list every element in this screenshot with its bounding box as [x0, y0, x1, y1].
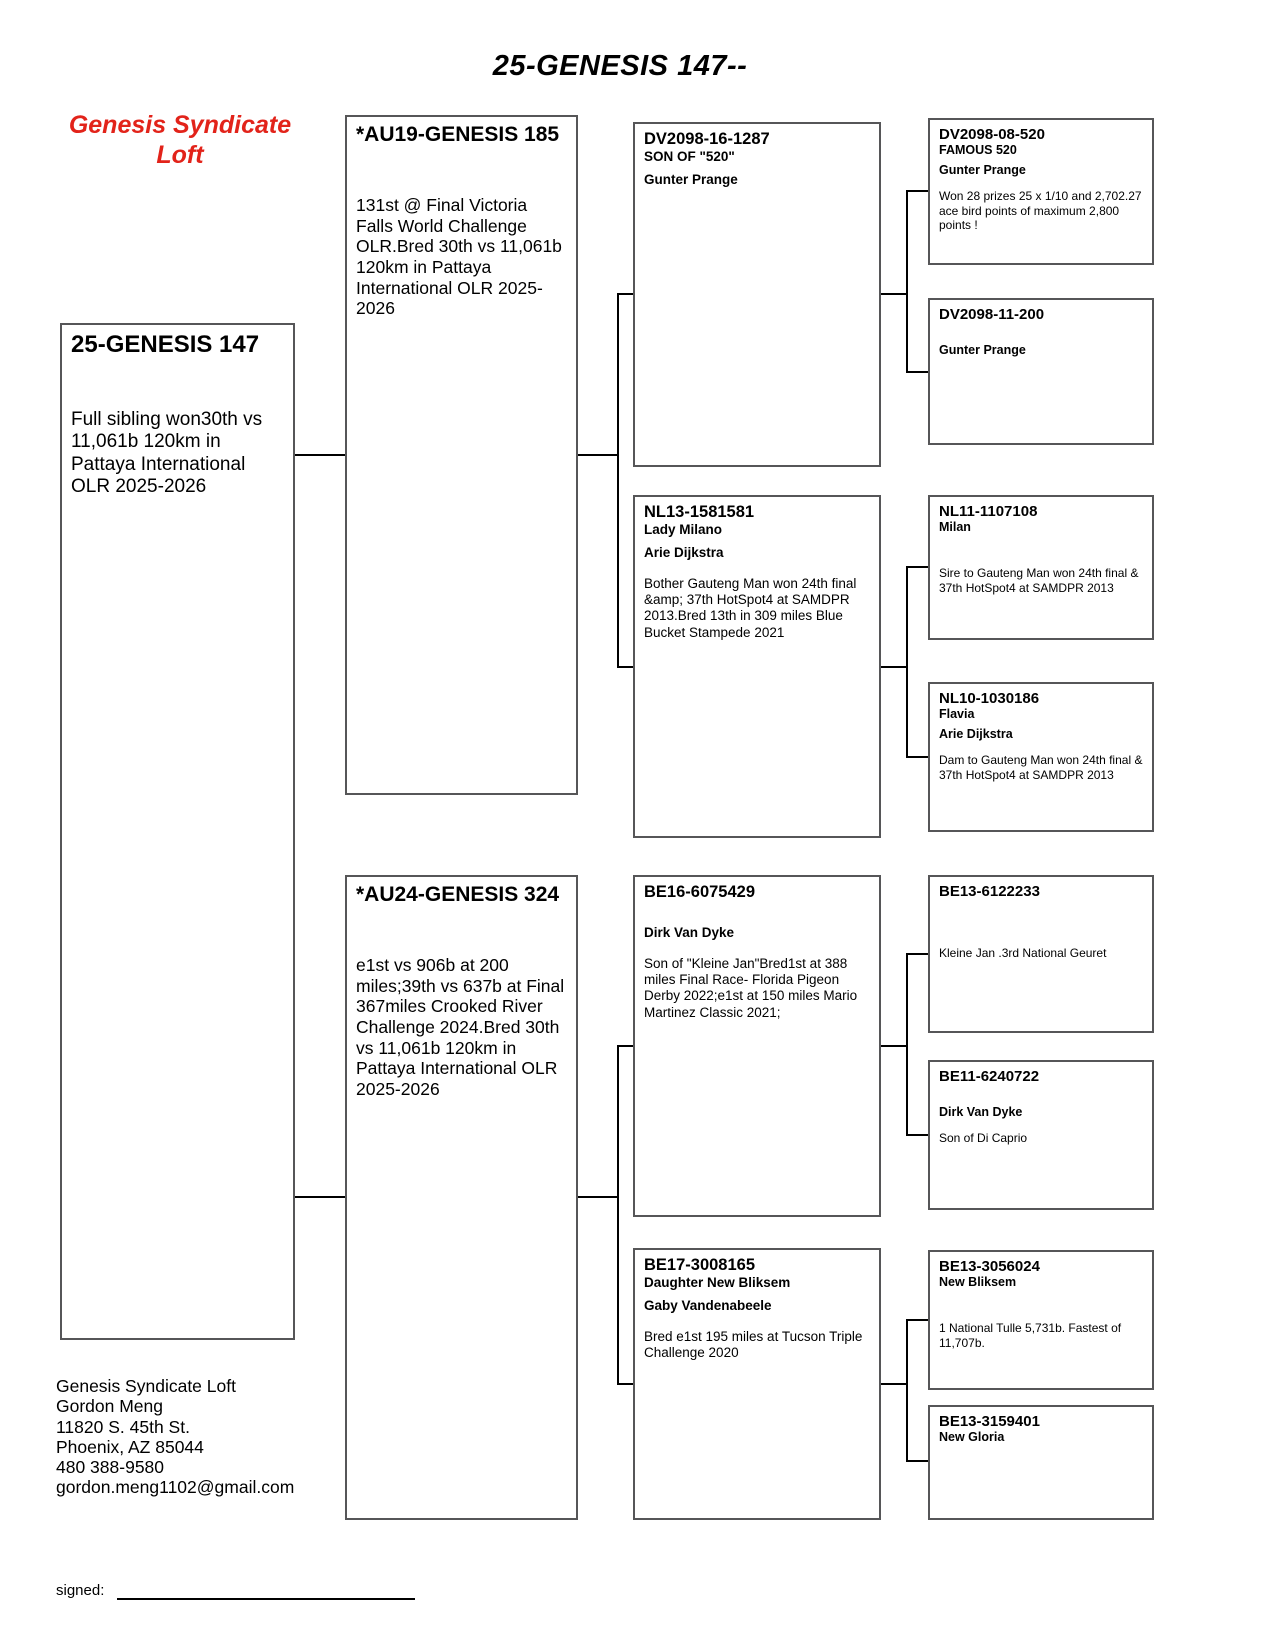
breeder-name: Dirk Van Dyke — [939, 1105, 1023, 1120]
band-number: BE11-6240722 — [939, 1068, 1040, 1085]
breeder-name: Arie Dijkstra — [644, 544, 724, 560]
breeder-name: Gunter Prange — [644, 171, 738, 187]
connector-line — [617, 1045, 619, 1385]
performance-note: Bother Gauteng Man won 24th final &amp; 37th HotSpot4 at SAMDPR 2013.Bred 13th in 309 miles Blue Bucket Stampede 2021 — [644, 575, 857, 640]
pedigree-box-dam-dam — [633, 1248, 881, 1520]
connector-line — [578, 454, 617, 456]
contact-email: gordon.meng1102@gmail.com — [56, 1477, 295, 1498]
pedigree-box-ggp-4 — [928, 682, 1154, 832]
contact-phone: 480 388-9580 — [56, 1457, 165, 1478]
band-number: DV2098-11-200 — [939, 306, 1045, 323]
bird-name — [939, 900, 1143, 916]
signed-label: signed: — [56, 1582, 105, 1599]
performance-note: Dam to Gauteng Man won 24th final & 37th HotSpot4 at SAMDPR 2013 — [939, 753, 1143, 782]
connector-line — [906, 953, 908, 1136]
performance-note: Won 28 prizes 25 x 1/10 and 2,702.27 ace bird points of maximum 2,800 points ! — [939, 189, 1142, 233]
performance-note: Full sibling won30th vs 11,061b 120km in Pattaya International OLR 2025-2026 — [71, 409, 263, 498]
page-title: 25-GENESIS 147-- — [492, 50, 748, 82]
connector-line — [617, 293, 633, 295]
pedigree-box-sire-dam — [633, 495, 881, 838]
connector-line — [881, 666, 906, 668]
bird-name: Lady Milano — [644, 521, 723, 537]
breeder-name: Dirk Van Dyke — [644, 924, 735, 940]
performance-note: Sire to Gauteng Man won 24th final & 37th HotSpot4 at SAMDPR 2013 — [939, 566, 1139, 595]
contact-street: 11820 S. 45th St. — [56, 1416, 190, 1437]
connector-line — [617, 1045, 633, 1047]
bird-name: Milan — [939, 520, 971, 535]
bird-name: Daughter New Bliksem — [644, 1274, 791, 1290]
contact-block — [56, 1376, 294, 1498]
breeder-name: Gunter Prange — [939, 343, 1026, 358]
band-number: *AU19-GENESIS 185 — [356, 123, 560, 146]
connector-line — [881, 1383, 906, 1385]
contact-city: Phoenix, AZ 85044 — [56, 1436, 204, 1457]
performance-note: 131st @ Final Victoria Falls World Challenge OLR.Bred 30th vs 11,061b 120km in Pattaya International OLR 2025-2026 — [356, 195, 562, 319]
bird-name: FAMOUS 520 — [939, 143, 1017, 158]
contact-loft-name: Genesis Syndicate Loft — [56, 1376, 236, 1396]
connector-line — [617, 666, 633, 668]
band-number: NL13-1581581 — [644, 503, 755, 521]
connector-line — [906, 566, 908, 758]
connector-line — [906, 190, 928, 192]
performance-note: Bred e1st 195 miles at Tucson Triple Challenge 2020 — [644, 1328, 863, 1361]
breeder-name — [939, 540, 1143, 556]
bird-name — [939, 323, 1143, 339]
breeder-name — [939, 1295, 1143, 1311]
pedigree-box-dam — [345, 875, 578, 1520]
connector-line — [906, 1460, 928, 1462]
connector-line — [295, 454, 345, 456]
band-number: DV2098-08-520 — [939, 126, 1045, 143]
band-number: NL11-1107108 — [939, 503, 1038, 520]
bird-name: Flavia — [939, 707, 975, 722]
pedigree-box-ggp-2 — [928, 298, 1154, 445]
pedigree-box-ggp-3 — [928, 495, 1154, 640]
connector-line — [295, 1196, 345, 1198]
contact-person: Gordon Meng — [56, 1396, 164, 1417]
connector-line — [906, 1319, 908, 1462]
breeder-name — [939, 920, 1143, 936]
connector-line — [578, 1196, 617, 1198]
performance-note: e1st vs 906b at 200 miles;39th vs 637b at Final 367miles Crooked River Challenge 2024.Bred 30th vs 11,061b 120km in Pattaya International OLR 2025-2026 — [356, 955, 565, 1099]
pedigree-box-subject — [60, 323, 295, 1340]
band-number: BE13-3056024 — [939, 1258, 1040, 1275]
bird-name: SON OF "520" — [644, 148, 735, 164]
connector-line — [906, 1134, 928, 1136]
band-number: DV2098-16-1287 — [644, 130, 770, 148]
connector-line — [906, 1319, 928, 1321]
loft-name: Genesis Syndicate Loft — [68, 111, 292, 169]
pedigree-box-dam-sire — [633, 875, 881, 1217]
pedigree-box-ggp-1 — [928, 118, 1154, 265]
band-number: BE13-6122233 — [939, 883, 1040, 900]
breeder-name — [939, 1450, 1143, 1466]
pedigree-box-ggp-8 — [928, 1405, 1154, 1520]
performance-note: Son of "Kleine Jan"Bred1st at 388 miles Final Race- Florida Pigeon Derby 2022;e1st at 150 miles Mario Martinez Classic 2021; — [644, 955, 858, 1020]
band-number: BE17-3008165 — [644, 1256, 756, 1274]
band-number: 25-GENESIS 147 — [71, 331, 260, 358]
band-number: BE13-3159401 — [939, 1413, 1040, 1430]
connector-line — [881, 293, 906, 295]
connector-line — [881, 1045, 906, 1047]
performance-note: Son of Di Caprio — [939, 1131, 1028, 1146]
signature-line — [117, 1598, 415, 1600]
pedigree-box-sire-sire — [633, 122, 881, 467]
performance-note: 1 National Tulle 5,731b. Fastest of 11,707b. — [939, 1321, 1122, 1350]
breeder-name: Arie Dijkstra — [939, 727, 1013, 742]
pedigree-box-ggp-5 — [928, 875, 1154, 1033]
bird-name — [939, 1085, 1143, 1101]
bird-name: New Bliksem — [939, 1275, 1017, 1290]
connector-line — [906, 953, 928, 955]
breeder-name: Gaby Vandenabeele — [644, 1297, 772, 1313]
connector-line — [617, 1383, 633, 1385]
breeder-name: Gunter Prange — [939, 163, 1026, 178]
connector-line — [906, 566, 928, 568]
connector-line — [906, 371, 928, 373]
band-number: *AU24-GENESIS 324 — [356, 883, 560, 906]
performance-note: Kleine Jan .3rd National Geuret — [939, 946, 1107, 961]
pedigree-box-ggp-7 — [928, 1250, 1154, 1390]
connector-line — [906, 190, 908, 373]
band-number: NL10-1030186 — [939, 690, 1040, 707]
bird-name: New Gloria — [939, 1430, 1005, 1445]
connector-line — [906, 756, 928, 758]
bird-name — [644, 902, 870, 919]
band-number: BE16-6075429 — [644, 883, 756, 901]
pedigree-box-sire — [345, 115, 578, 795]
connector-line — [617, 293, 619, 668]
pedigree-box-ggp-6 — [928, 1060, 1154, 1210]
